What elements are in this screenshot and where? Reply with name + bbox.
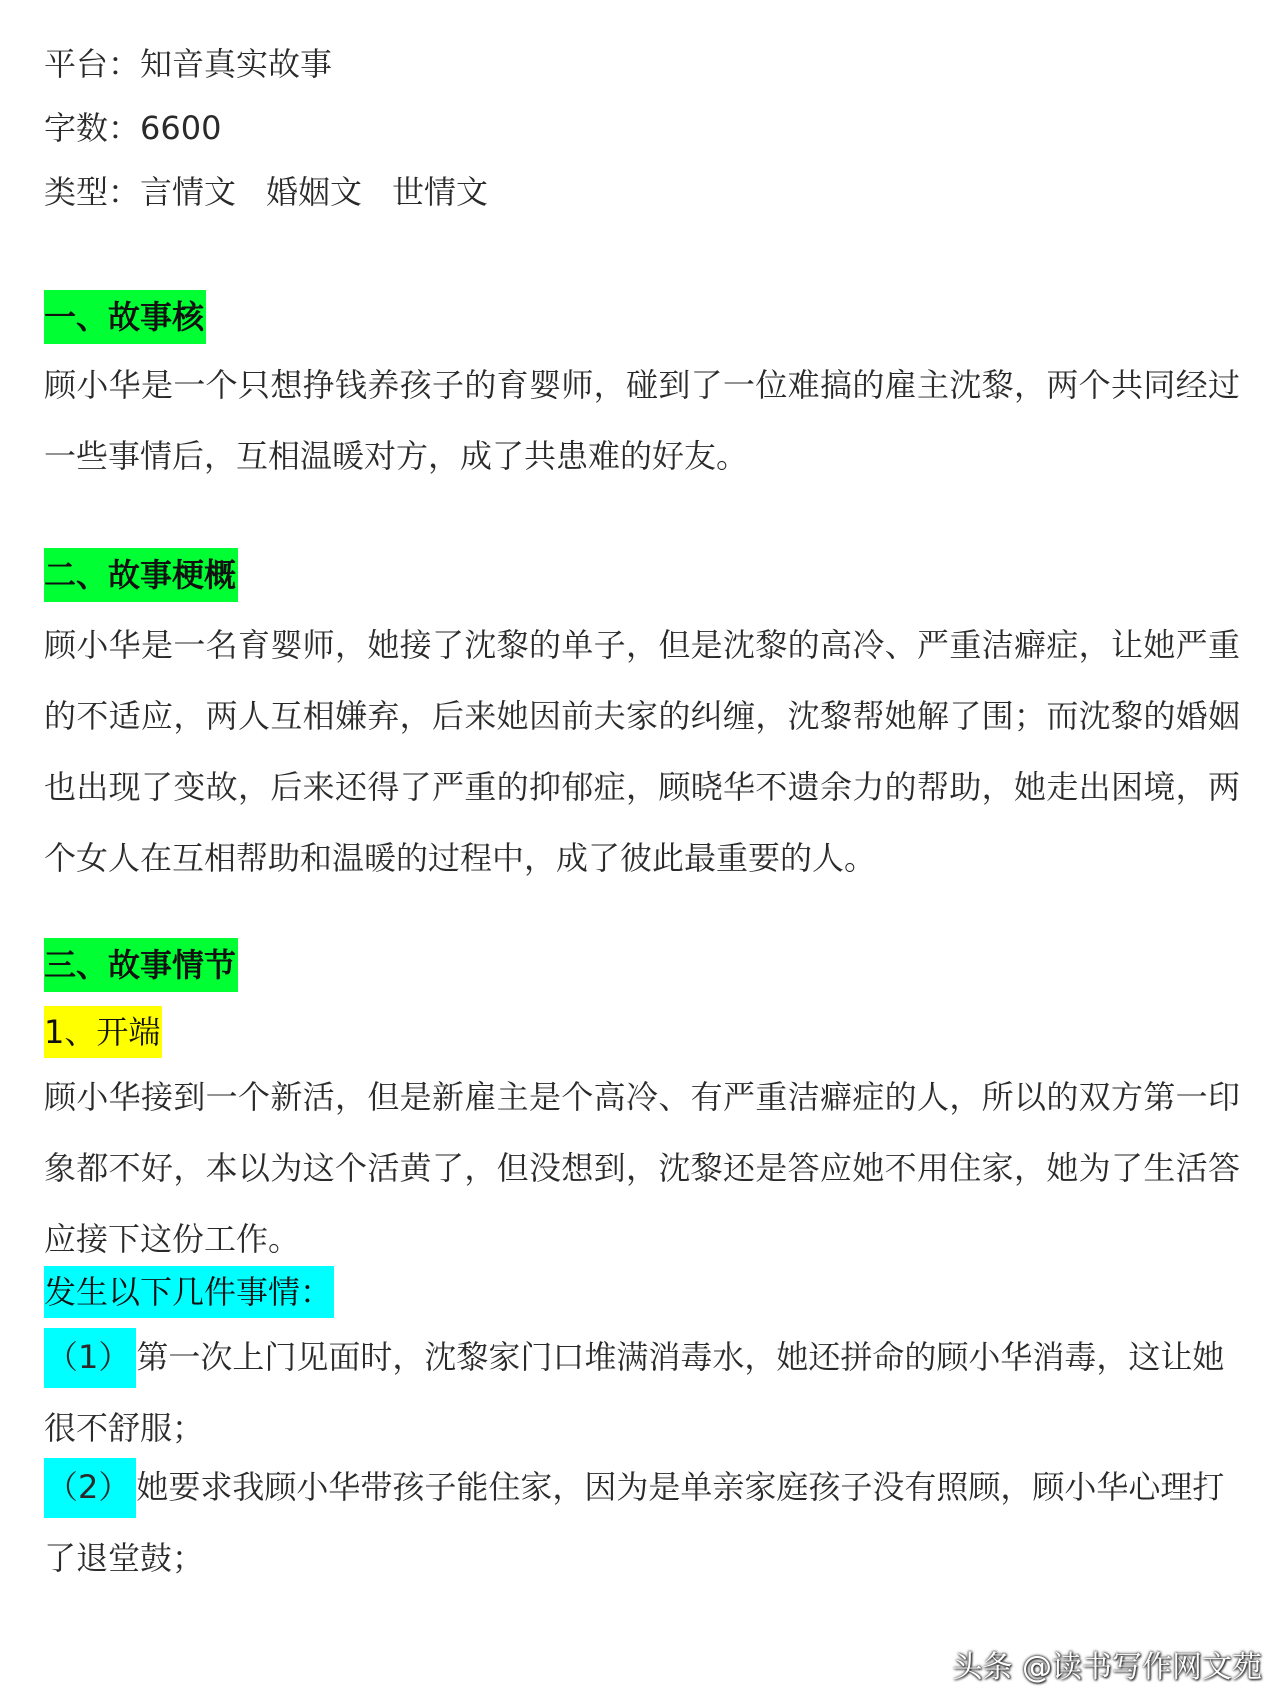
genre-tag: 言情文 — [140, 173, 237, 211]
genre-tag: 婚姻文 — [266, 173, 363, 211]
list-item-text: 第一次上门见面时，沈黎家门口堆满消毒水，她还拼命的顾小华消毒，这让她很不舒服； — [44, 1338, 1225, 1447]
list-item-number: （1） — [44, 1328, 136, 1388]
genre-tag: 世情文 — [392, 173, 489, 211]
opening-heading: 1、开端 — [44, 1006, 162, 1058]
list-item-text: 她要求我顾小华带孩子能住家，因为是单亲家庭孩子没有照顾，顾小华心理打了退堂鼓； — [44, 1468, 1225, 1577]
section-heading-plot: 三、故事情节 — [44, 938, 238, 992]
events-heading: 发生以下几件事情： — [44, 1266, 334, 1318]
list-item — [44, 1452, 1240, 1594]
watermark: 头条 @读书写作网文苑 — [952, 1650, 1262, 1685]
genre-label: 类型： — [44, 173, 141, 211]
list-item — [44, 1322, 1240, 1464]
section-heading-core: 一、故事核 — [44, 290, 206, 344]
opening-paragraph: 顾小华接到一个新活，但是新雇主是个高冷、有严重洁癖症的人，所以的双方第一印象都不好，本以为这个活黄了，但没想到，沈黎还是答应她不用住家，她为了生活答应接下这份工作。 — [44, 1078, 1240, 1258]
synopsis-paragraph: 顾小华是一名育婴师，她接了沈黎的单子，但是沈黎的高冷、严重洁癖症，让她严重的不适应，两人互相嫌弃，后来她因前夫家的纠缠，沈黎帮她解了围；而沈黎的婚姻也出现了变故，后来还得了严重的抑郁症，顾晓华不遗余力的帮助，她走出困境，两个女人在互相帮助和温暖的过程中，成了彼此最重要的人。 — [44, 626, 1240, 877]
list-item-number: （2） — [44, 1458, 136, 1518]
section-heading-synopsis: 二、故事梗概 — [44, 548, 238, 602]
word-count-line: 字数：6600 — [44, 109, 222, 147]
genre-line — [44, 172, 488, 212]
core-paragraph: 顾小华是一个只想挣钱养孩子的育婴师，碰到了一位难搞的雇主沈黎，两个共同经过一些事情后，互相温暖对方，成了共患难的好友。 — [44, 366, 1240, 475]
platform-line: 平台：知音真实故事 — [44, 45, 333, 83]
